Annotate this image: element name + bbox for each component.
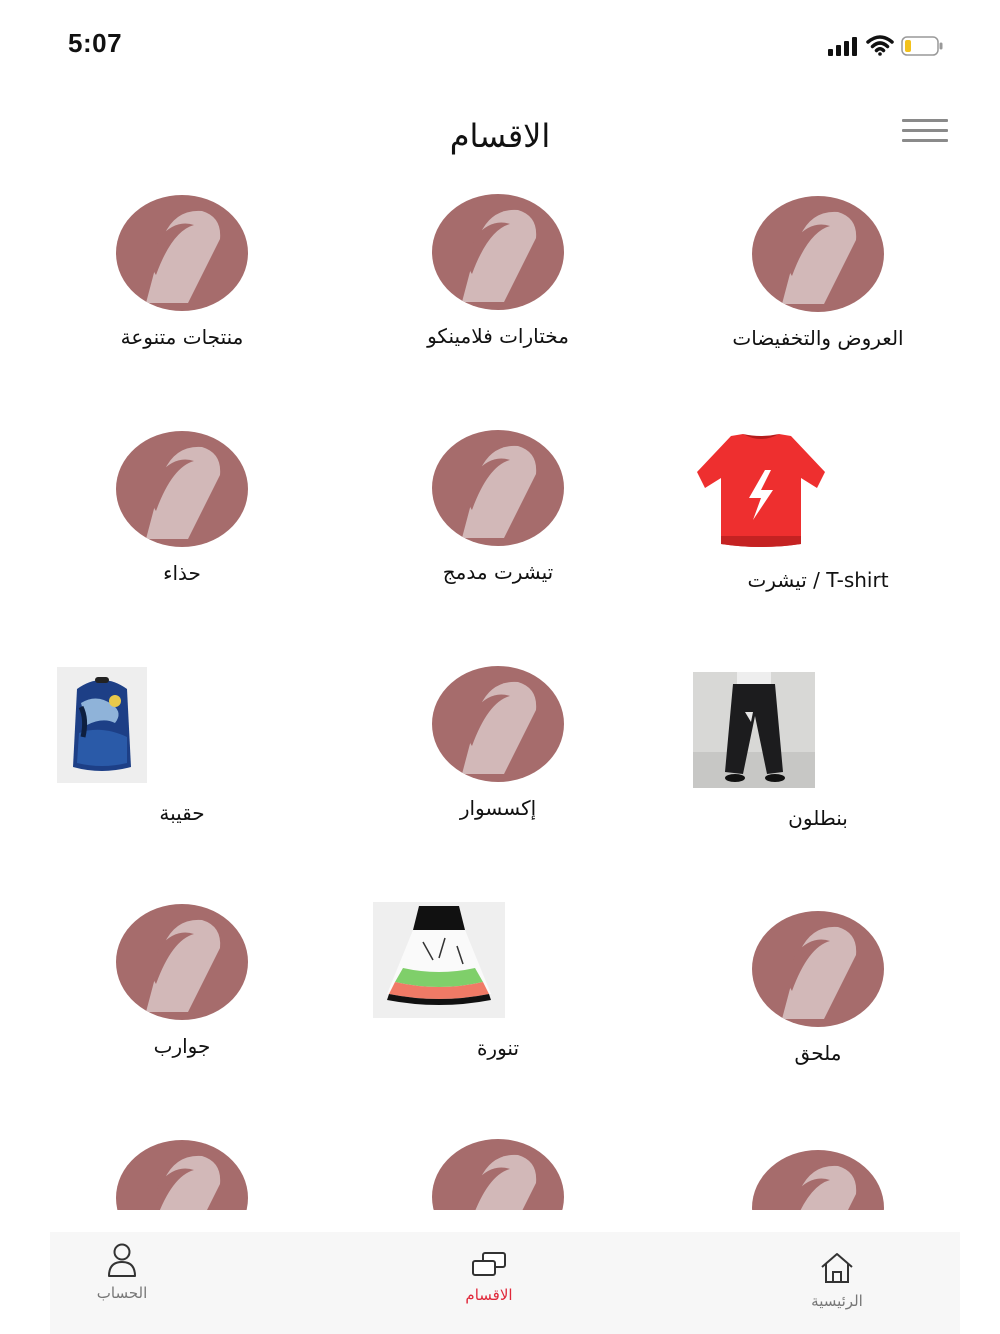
category-label: حذاء <box>163 561 201 585</box>
cellular-signal-icon <box>828 36 858 56</box>
category-label: T-shirt / تيشرت <box>747 568 889 592</box>
bottom-nav <box>0 1210 1000 1334</box>
flamingo-logo-icon <box>116 904 248 1020</box>
category-tile[interactable] <box>373 1139 623 1220</box>
home-icon <box>819 1250 855 1286</box>
categories-icon <box>471 1250 507 1280</box>
nav-categories-label: الاقسام <box>465 1286 513 1304</box>
category-shoes[interactable] <box>57 431 307 585</box>
page-title: الاقسام <box>449 117 551 155</box>
category-tshirt[interactable] <box>693 432 943 592</box>
flamingo-logo-icon <box>752 911 884 1027</box>
nav-home-label: الرئيسية <box>811 1292 863 1310</box>
category-label: ملحق <box>794 1041 842 1065</box>
header <box>0 105 1000 165</box>
menu-line <box>902 119 948 122</box>
menu-line <box>902 139 948 142</box>
menu-line <box>902 129 948 132</box>
category-label: منتجات متنوعة <box>120 325 244 349</box>
skirt-photo <box>373 902 505 1018</box>
flamingo-logo-icon <box>116 431 248 547</box>
flamingo-logo-icon <box>432 430 564 546</box>
category-skirts[interactable] <box>373 902 623 1060</box>
category-bags[interactable] <box>57 667 307 825</box>
category-label: تنورة <box>476 1036 520 1060</box>
hamburger-menu-button[interactable] <box>902 119 948 149</box>
category-misc-products[interactable] <box>57 195 307 349</box>
flamingo-logo-icon <box>116 1140 248 1220</box>
nav-home[interactable] <box>757 1250 917 1310</box>
category-supplement[interactable] <box>693 911 943 1065</box>
nav-account-label: الحساب <box>96 1284 148 1302</box>
nav-categories[interactable] <box>409 1250 569 1304</box>
categories-grid <box>0 180 1000 1220</box>
flamingo-logo-icon <box>432 666 564 782</box>
status-bar <box>0 0 1000 90</box>
category-socks[interactable] <box>57 904 307 1058</box>
flamingo-logo-icon <box>432 194 564 310</box>
category-label: مختارات فلامينكو <box>427 324 569 348</box>
battery-icon <box>901 36 943 56</box>
category-label: جوارب <box>153 1034 211 1058</box>
flamingo-logo-icon <box>752 196 884 312</box>
status-time: 5:07 <box>68 28 123 58</box>
flamingo-logo-icon <box>116 195 248 311</box>
backpack-photo <box>57 667 147 783</box>
wifi-icon <box>866 34 894 56</box>
category-label: بنطلون <box>788 806 848 830</box>
category-label: تيشرت مدمج <box>442 560 554 584</box>
category-offers[interactable] <box>693 196 943 350</box>
user-icon <box>106 1242 138 1278</box>
red-tshirt-photo <box>693 432 829 550</box>
flamingo-logo-icon <box>432 1139 564 1220</box>
pants-photo <box>693 672 815 788</box>
category-flamingo-picks[interactable] <box>373 194 623 348</box>
category-pants[interactable] <box>693 672 943 830</box>
category-tile[interactable] <box>57 1140 307 1220</box>
category-label: حقيبة <box>159 801 205 825</box>
category-label: إكسسوار <box>459 796 537 820</box>
category-label: العروض والتخفيضات <box>732 326 904 350</box>
category-printed-tshirt[interactable] <box>373 430 623 584</box>
category-accessories[interactable] <box>373 666 623 820</box>
nav-account[interactable] <box>42 1242 202 1302</box>
